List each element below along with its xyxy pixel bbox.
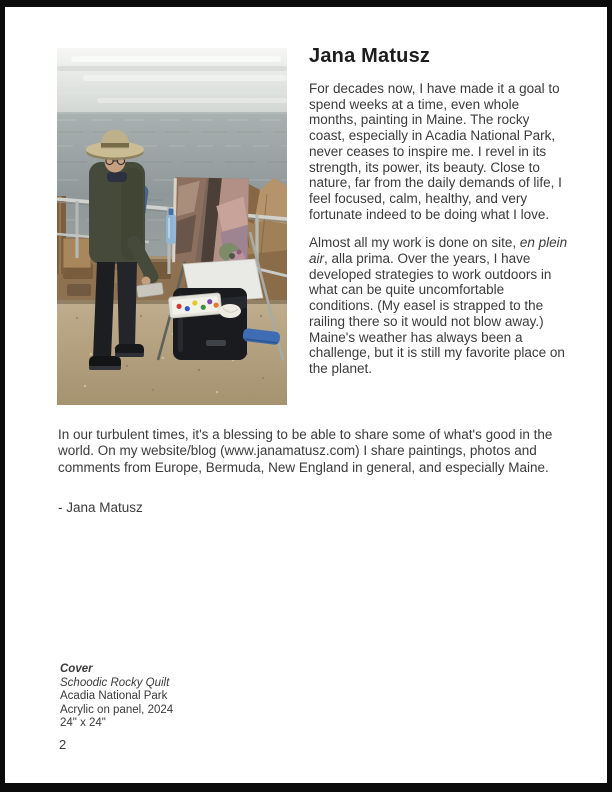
cover-label: Cover [60,663,93,675]
cover-location: Acadia National Park [60,690,168,702]
cover-dimensions: 24" x 24" [60,717,106,729]
bio-paragraph-1: For decades now, I have made it a goal to spend weeks at a time, even whole months, painting in Maine. The rocky coast, especially in Acadia National Park, never ceases to inspire me. I revel in its strength, its power, its beauty. Close to nature, far from the daily demands of life, I feel focused, calm, healthy, and very fortunate indeed to be doing what I love. [309,81,562,222]
bio-paragraph-3: In our turbulent times, it's a blessing to be able to share some of what's good in the world. On my website/blog (www.janamatusz.com) I share paintings, photos and comments from Europe, Bermuda, New England in general, and especially Maine. [58,427,553,475]
artist-signature: - Jana Matusz [58,500,143,515]
page-number: 2 [59,737,67,752]
cover-credit-block [60,663,173,731]
paint-rag [219,304,241,318]
cover-artwork-title: Schoodic Rocky Quilt [60,676,170,689]
cover-medium-year: Acrylic on panel, 2024 [60,703,174,716]
hat-band [101,143,129,148]
artist-plein-air-photo [57,48,287,405]
sky [57,48,287,114]
page-title: Jana Matusz [309,45,431,67]
artist-leg [117,262,137,346]
paint-palette [168,293,222,318]
bio-text-column [309,81,569,377]
bio-paragraph-2: Almost all my work is done on site, en plein air, alla prima. Over the years, I have developed strategies to work outdoors in what can be quite uncomfortable conditions. (My easel is strapped to the railing there so it would not blow away.) Maine's weather has always been a challenge, but it is still my favorite place on the planet. [309,235,568,376]
